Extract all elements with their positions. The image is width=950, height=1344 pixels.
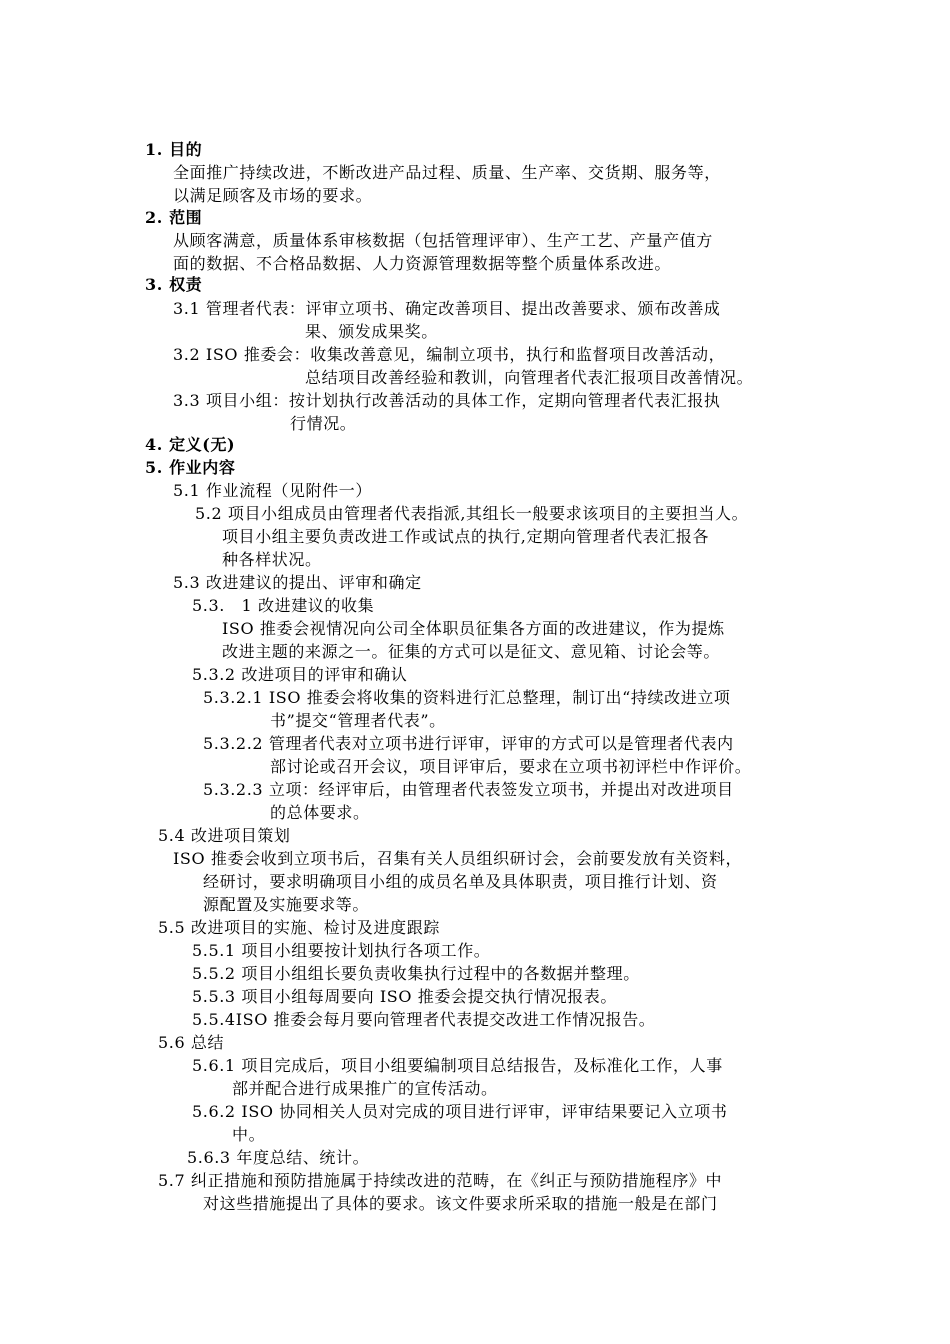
section-5-7-cont: 对这些措施提出了具体的要求。该文件要求所采取的措施一般是在部门: [203, 1194, 718, 1213]
section-5-3-2-2: 5.3.2.2 管理者代表对立项书进行评审，评审的方式可以是管理者代表内: [203, 734, 734, 753]
responsibility-3-2-cont: 总结项目改善经验和教训，向管理者代表汇报项目改善情况。: [305, 368, 754, 387]
heading-scope: 2. 范围: [145, 208, 203, 227]
responsibility-3-3-cont: 行情况。: [290, 414, 357, 433]
purpose-text: 以满足顾客及市场的要求。: [173, 186, 373, 205]
section-5-2-cont: 种各样状况。: [222, 550, 322, 569]
section-5-3-2: 5.3.2 改进项目的评审和确认: [192, 665, 408, 684]
section-5-2-cont: 项目小组主要负责改进工作或试点的执行,定期向管理者代表汇报各: [222, 527, 710, 546]
section-5-3: 5.3 改进建议的提出、评审和确定: [173, 573, 422, 592]
section-5-6-2: 5.6.2 ISO 协同相关人员对完成的项目进行评审，评审结果要记入立项书: [192, 1102, 728, 1121]
heading-responsibility: 3. 权责: [145, 275, 203, 294]
section-5-3-2-3: 5.3.2.3 立项：经评审后，由管理者代表签发立项书，并提出对改进项目: [203, 780, 734, 799]
scope-text: 从顾客满意，质量体系审核数据（包括管理评审）、生产工艺、产量产值方: [173, 231, 713, 250]
heading-definition: 4. 定义(无): [145, 435, 236, 454]
section-5-4: 5.4 改进项目策划: [158, 826, 291, 845]
section-5-3-2-3-cont: 的总体要求。: [270, 803, 370, 822]
section-5-5-2: 5.5.2 项目小组组长要负责收集执行过程中的各数据并整理。: [192, 964, 640, 983]
section-5-5-1: 5.5.1 项目小组要按计划执行各项工作。: [192, 941, 491, 960]
section-5-4-text: ISO 推委会收到立项书后，召集有关人员组织研讨会，会前要发放有关资料，: [173, 849, 743, 868]
section-5-4-cont: 源配置及实施要求等。: [203, 895, 370, 914]
section-5-3-1: 5.3. 1 改进建议的收集: [192, 596, 375, 615]
purpose-text: 全面推广持续改进，不断改进产品过程、质量、生产率、交货期、服务等，: [173, 163, 721, 182]
section-5-3-2-1: 5.3.2.1 ISO 推委会将收集的资料进行汇总整理，制订出“持续改进立项: [203, 688, 731, 707]
section-5-6-2-cont: 中。: [232, 1125, 266, 1144]
responsibility-3-3: 3.3 项目小组：按计划执行改善活动的具体工作，定期向管理者代表汇报执: [173, 391, 721, 410]
section-5-5-3: 5.5.3 项目小组每周要向 ISO 推委会提交执行情况报表。: [192, 987, 617, 1006]
responsibility-3-1: 3.1 管理者代表：评审立项书、确定改善项目、提出改善要求、颁布改善成: [173, 299, 721, 318]
section-5-7: 5.7 纠正措施和预防措施属于持续改进的范畴，在《纠正与预防措施程序》中: [158, 1171, 723, 1190]
section-5-6: 5.6 总结: [158, 1033, 225, 1052]
section-5-5: 5.5 改进项目的实施、检讨及进度跟踪: [158, 918, 440, 937]
section-5-6-1: 5.6.1 项目完成后，项目小组要编制项目总结报告，及标准化工作，人事: [192, 1056, 723, 1075]
section-5-5-4: 5.5.4ISO 推委会每月要向管理者代表提交改进工作情况报告。: [192, 1010, 656, 1029]
section-5-3-2-1-cont: 书”提交“管理者代表”。: [270, 711, 446, 730]
section-5-1: 5.1 作业流程（见附件一）: [173, 481, 372, 500]
section-5-6-1-cont: 部并配合进行成果推广的宣传活动。: [232, 1079, 498, 1098]
scope-text: 面的数据、不合格品数据、人力资源管理数据等整个质量体系改进。: [173, 254, 672, 273]
section-5-3-2-2-cont: 部讨论或召开会议，项目评审后，要求在立项书初评栏中作评价。: [270, 757, 752, 776]
responsibility-3-2: 3.2 ISO 推委会：收集改善意见，编制立项书，执行和监督项目改善活动，: [173, 345, 726, 364]
section-5-6-3: 5.6.3 年度总结、统计。: [187, 1148, 370, 1167]
heading-content: 5. 作业内容: [145, 458, 236, 477]
responsibility-3-1-cont: 果、颁发成果奖。: [305, 322, 438, 341]
section-5-4-cont: 经研讨，要求明确项目小组的成员名单及具体职责，项目推行计划、资: [203, 872, 718, 891]
section-5-3-1-text: 改进主题的来源之一。征集的方式可以是征文、意见箱、讨论会等。: [222, 642, 721, 661]
section-5-3-1-text: ISO 推委会视情况向公司全体职员征集各方面的改进建议，作为提炼: [222, 619, 725, 638]
section-5-2: 5.2 项目小组成员由管理者代表指派,其组长一般要求该项目的主要担当人。: [195, 504, 749, 523]
heading-purpose: 1. 目的: [145, 140, 203, 159]
